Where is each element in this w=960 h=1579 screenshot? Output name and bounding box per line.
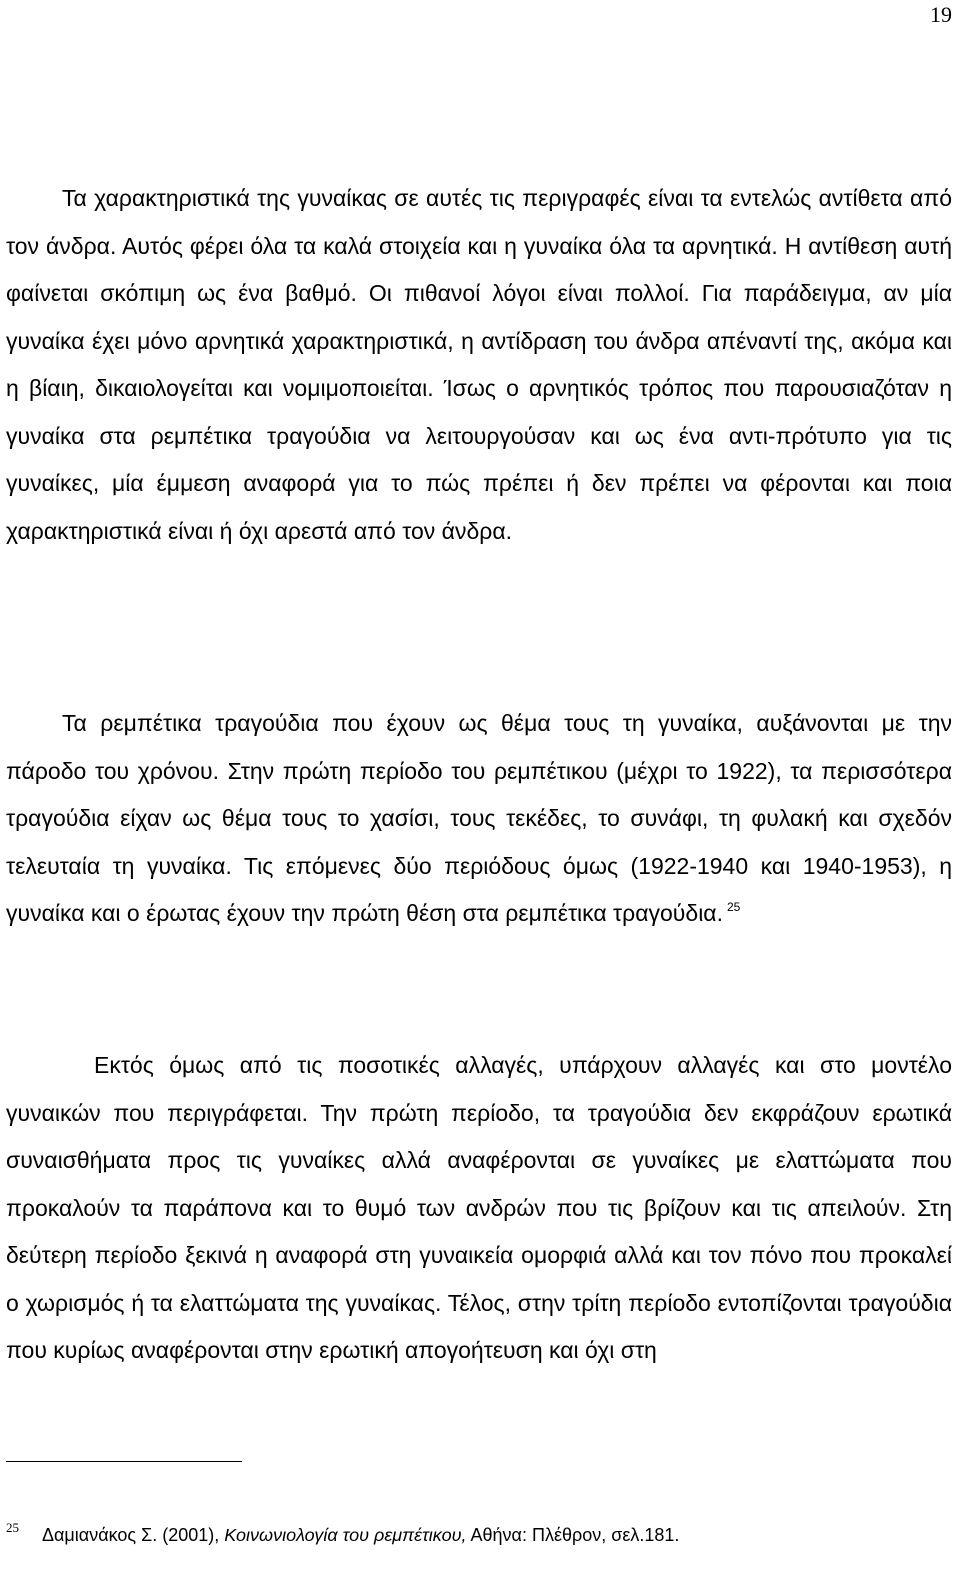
paragraph-3 xyxy=(6,1042,952,1375)
footnote-separator xyxy=(6,1461,242,1462)
footnote: 25 Δαμιανάκος Σ. (2001), Κοινωνιολογία του ρεμπέτικου, Αθήνα: Πλέθρον, σελ.181. xyxy=(6,1520,680,1545)
paragraph-2 xyxy=(6,700,952,938)
page-number: 19 xyxy=(930,2,952,27)
paragraph-1-text: Τα χαρακτηριστικά της γυναίκας σε αυτές τις περιγραφές είναι τα εντελώς αντίθετα από τον άνδρα. Αυτός φέρει όλα τα καλά στοιχεία και η γυναίκα όλα τα αρνητικά. Η αντίθεση αυτή φαίνεται σκόπιμη ως ένα βαθμό. Οι πιθανοί λόγοι είναι πολλοί. Για παράδειγμα, αν μία γυναίκα έχει μόνο αρνητικά χαρακτηριστικά, η αντίδραση του άνδρα απέναντί της, ακόμα και η βίαιη, δικαιολογείται και νομιμοποιείται. Ίσως ο αρνητικός τρόπος που παρουσιαζόταν η γυναίκα στα ρεμπέτικα τραγούδια να λειτουργούσαν και ως ένα αντι-πρότυπο για τις γυναίκες, μία έμμεση αναφορά για το πώς πρέπει ή δεν πρέπει να φέρονται και ποια χαρακτηριστικά είναι ή όχι αρεστά από τον άνδρα. xyxy=(6,185,952,544)
footnote-title: Κοινωνιολογία του ρεμπέτικου, xyxy=(224,1525,467,1545)
footnote-author: Δαμιανάκος Σ. (2001), xyxy=(42,1525,225,1545)
footnote-reference: 25 xyxy=(727,900,741,914)
paragraph-3-text: Εκτός όμως από τις ποσοτικές αλλαγές, υπάρχουν αλλαγές και στο μοντέλο γυναικών που περιγράφεται. Την πρώτη περίοδο, τα τραγούδια δεν εκφράζουν ερωτικά συναισθήματα προς τις γυναίκες αλλά αναφέρονται σε γυναίκες με ελαττώματα που προκαλούν τα παράπονα και το θυμό των ανδρών που τις βρίζουν και τις απειλούν. Στη δεύτερη περίοδο ξεκινά η αναφορά στη γυναικεία ομορφιά αλλά και τον πόνο που προκαλεί ο χωρισμός ή τα ελαττώματα της γυναίκας. Τέλος, στην τρίτη περίοδο εντοπίζονται τραγούδια που κυρίως αναφέρονται στην ερωτική απογοήτευση και όχι στη xyxy=(6,1052,952,1363)
paragraph-2-text: Τα ρεμπέτικα τραγούδια που έχουν ως θέμα τους τη γυναίκα, αυξάνονται με την πάροδο του χρόνου. Στην πρώτη περίοδο του ρεμπέτικου (μέχρι το 1922), τα περισσότερα τραγούδια είχαν ως θέμα τους το χασίσι, τους τεκέδες, το συνάφι, τη φυλακή και σχεδόν τελευταία τη γυναίκα. Τις επόμενες δύο περιόδους όμως (1922-1940 και 1940-1953), η γυναίκα και ο έρωτας έχουν την πρώτη θέση στα ρεμπέτικα τραγούδια. xyxy=(6,710,952,926)
footnote-publisher: Αθήνα: Πλέθρον, σελ.181. xyxy=(466,1525,680,1545)
paragraph-1 xyxy=(6,175,952,555)
